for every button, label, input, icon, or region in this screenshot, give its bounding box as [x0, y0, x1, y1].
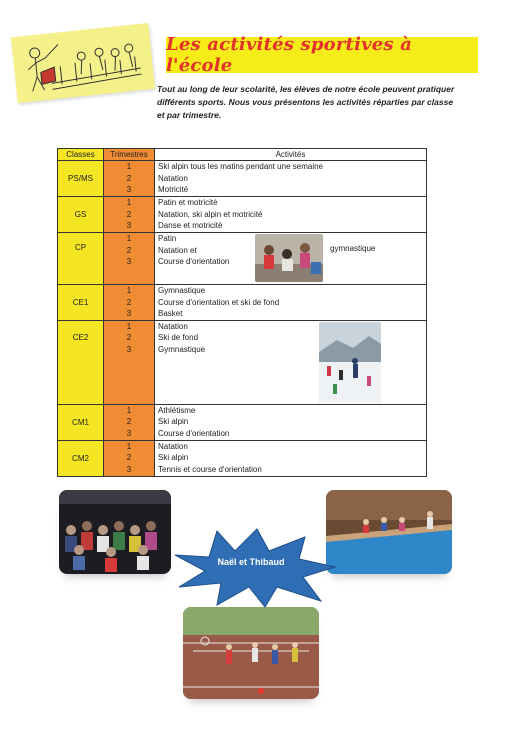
table-row	[58, 440, 427, 476]
activity-text: Ski de fond	[158, 333, 199, 342]
trimester-number: 3	[126, 344, 132, 354]
class-cell: GS	[58, 197, 104, 233]
activity-text: Natation	[158, 441, 188, 451]
trimester-number: 2	[126, 209, 132, 219]
class-cell: CM2	[58, 440, 104, 476]
header-activites: Activités	[155, 149, 427, 161]
class-cell	[58, 320, 104, 404]
trimester-cell	[104, 320, 155, 404]
table-row	[58, 233, 427, 285]
activity-text: Gymnastique	[158, 344, 206, 354]
activity-text-extra: gymnastique	[330, 244, 376, 253]
activity-text: Course d'orientation	[158, 257, 230, 266]
activity-text: Course d'orientation	[158, 428, 230, 438]
children-sketch-icon	[17, 28, 148, 99]
activity-text: Tennis et course d'orientation	[158, 464, 262, 474]
activity-text: Motricité	[158, 185, 189, 194]
class-label: CP	[74, 243, 87, 252]
trimester-cell	[104, 440, 155, 476]
class-cell: PS/MS	[58, 161, 104, 197]
table-row	[58, 161, 427, 197]
trimester-number: 3	[126, 221, 132, 230]
trimester-cell	[104, 233, 155, 285]
trimester-number: 2	[126, 453, 132, 462]
trimester-number: 2	[126, 297, 132, 307]
activities-cell	[155, 233, 427, 285]
activity-text: Patin et motricité	[158, 198, 218, 207]
trimester-cell	[104, 161, 155, 197]
activity-text: Ski alpin tous les matins pendant une semaine	[158, 162, 323, 171]
trimester-number: 1	[126, 234, 132, 243]
trimester-number: 1	[126, 286, 132, 295]
trimester-cell	[104, 285, 155, 321]
trimester-number: 1	[126, 321, 132, 331]
gymnastics-photo	[255, 234, 323, 282]
credit-burst-shape	[165, 525, 341, 609]
trimester-number: 2	[126, 333, 132, 342]
trimester-number: 1	[126, 405, 132, 415]
activities-table	[57, 148, 427, 477]
table-row	[58, 285, 427, 321]
trimester-number: 3	[126, 464, 132, 474]
activities-cell	[155, 320, 427, 404]
activity-text: Danse et motricité	[158, 221, 223, 230]
table-header-row	[58, 149, 427, 161]
ski-photo	[319, 322, 381, 403]
activities-cell	[155, 440, 427, 476]
activity-text: Patin	[158, 234, 177, 243]
activity-text: Natation	[158, 173, 188, 183]
activity-text: Gymnastique	[158, 286, 206, 295]
title-banner	[166, 34, 478, 76]
header-trimestres: Trimestres	[104, 149, 155, 161]
trimester-number: 2	[126, 245, 132, 255]
table-row	[58, 197, 427, 233]
trimester-number: 1	[126, 198, 132, 207]
trimester-cell	[104, 404, 155, 440]
activities-cell	[155, 285, 427, 321]
table-row	[58, 404, 427, 440]
trimester-number: 3	[126, 185, 132, 194]
table-row	[58, 320, 427, 404]
class-label: CE2	[72, 332, 89, 342]
activity-text: Basket	[158, 309, 183, 318]
trimester-number: 3	[126, 309, 132, 318]
gym-hall-photo	[326, 490, 452, 574]
intro-paragraph: Tout au long de leur scolarité, les élèves de notre école peuvent pratiquer différents sports. Nous vous présentons les activités réparties par classe et par trimestre.	[157, 84, 455, 120]
activity-text: Ski alpin	[158, 453, 189, 462]
page-title: Les activités sportives à l'école	[166, 34, 413, 76]
sticky-note-drawing	[11, 23, 155, 103]
class-cell: CM1	[58, 404, 104, 440]
tennis-court-photo	[183, 607, 319, 699]
trimester-cell	[104, 197, 155, 233]
night-group-photo	[59, 490, 171, 574]
trimester-number: 2	[126, 417, 132, 426]
activity-text: Natation, ski alpin et motricité	[158, 209, 263, 219]
class-cell: CE1	[58, 285, 104, 321]
header-classes: Classes	[58, 149, 104, 161]
trimester-number: 3	[126, 428, 132, 438]
activities-cell	[155, 161, 427, 197]
activity-text: Ski alpin	[158, 417, 189, 426]
activity-text: Natation	[158, 321, 188, 331]
activities-cell	[155, 197, 427, 233]
trimester-number: 1	[126, 441, 132, 451]
trimester-number: 1	[126, 162, 132, 171]
credit-label: Naël et Thibaud	[217, 557, 285, 567]
trimester-number: 2	[126, 173, 132, 183]
class-cell	[58, 233, 104, 285]
activity-text: Course d'orientation et ski de fond	[158, 297, 280, 307]
trimester-number: 3	[126, 257, 132, 266]
activities-cell	[155, 404, 427, 440]
activity-text: Natation et	[158, 245, 197, 255]
activity-text: Athlétisme	[158, 405, 196, 415]
